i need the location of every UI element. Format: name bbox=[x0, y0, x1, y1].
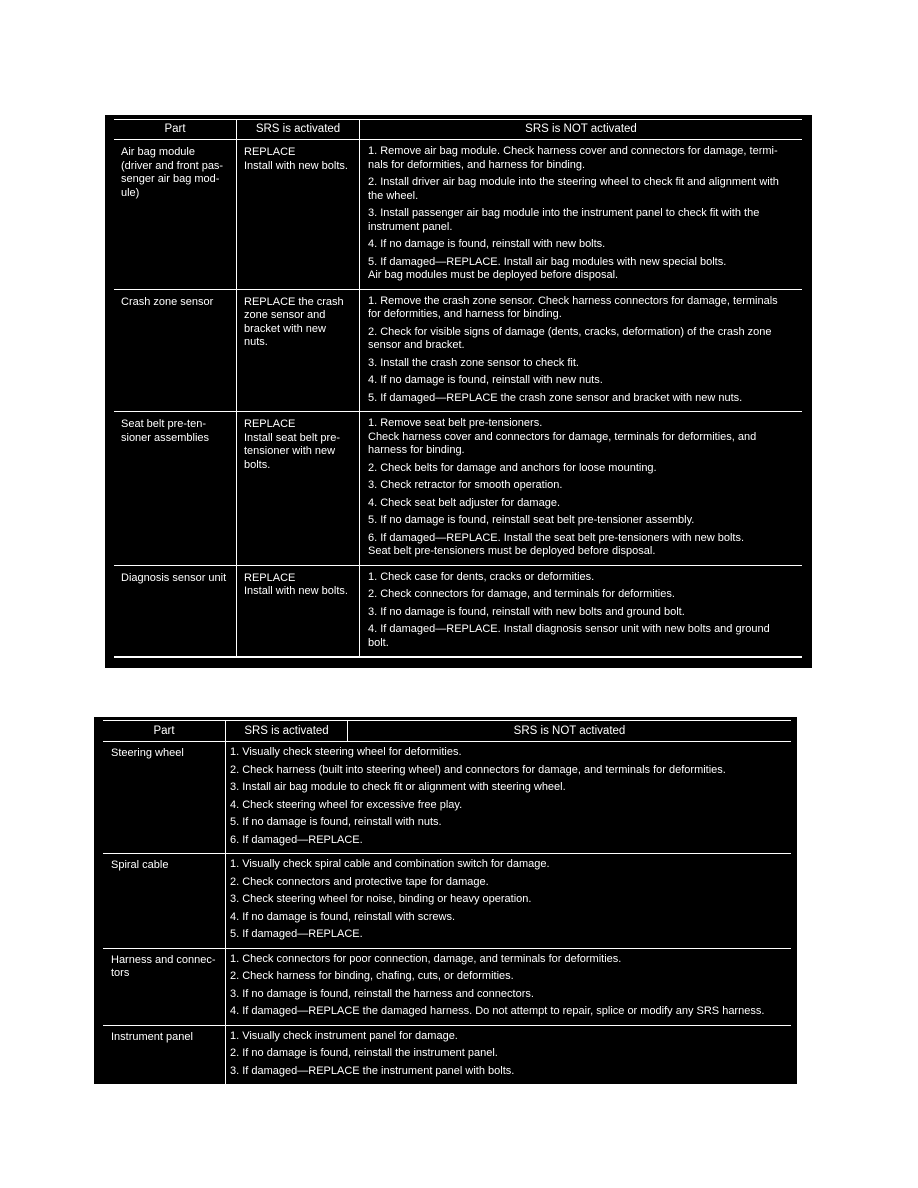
step-item bbox=[230, 952, 791, 970]
step-item bbox=[230, 780, 791, 798]
step-item bbox=[368, 605, 802, 623]
part-cell: Crash zone sensor bbox=[114, 289, 237, 412]
step-item bbox=[230, 745, 791, 763]
step-text: 5. If no damage is found, reinstall with nuts. bbox=[230, 816, 442, 828]
step-item bbox=[368, 513, 802, 531]
srs-activated-cell: REPLACE Install with new bolts. bbox=[237, 140, 360, 290]
table-row bbox=[114, 289, 802, 412]
srs-not-activated-cell bbox=[360, 565, 803, 657]
part-cell: Instrument panel bbox=[103, 1025, 226, 1085]
step-text: 1. Check case for dents, cracks or deformities. bbox=[368, 570, 595, 583]
step-text: 3. If damaged—REPLACE the instrument panel with bolts. bbox=[230, 1064, 515, 1077]
table-body bbox=[103, 742, 791, 1086]
table-body bbox=[114, 140, 802, 658]
step-item bbox=[368, 416, 802, 461]
step-text: 4. If damaged—REPLACE the damaged harness. Do not attempt to repair, splice or modify any SRS harness. bbox=[230, 1005, 765, 1017]
srs-activated-cell: REPLACE the crash zone sensor and bracket with new nuts. bbox=[237, 289, 360, 412]
step-text: 5. If damaged—REPLACE. Install air bag modules with new special bolts. Air bag modules must be deployed before disposal. bbox=[368, 255, 727, 281]
step-text: 2. Check harness for binding, chafing, cuts, or deformities. bbox=[230, 970, 514, 982]
step-text: 1. Visually check spiral cable and combination switch for damage. bbox=[230, 858, 550, 870]
step-text: 2. Check connectors and protective tape for damage. bbox=[230, 875, 489, 888]
header-srs-activated: SRS is activated bbox=[237, 120, 360, 140]
inspection-table-2 bbox=[103, 720, 791, 1086]
table-row bbox=[103, 854, 791, 949]
steps-cell bbox=[226, 1025, 792, 1085]
step-text: 6. If damaged—REPLACE. bbox=[230, 833, 363, 846]
step-text: 4. If damaged—REPLACE. Install diagnosis sensor unit with new bolts and ground bolt. bbox=[368, 623, 770, 649]
step-text: 1. Remove the crash zone sensor. Check harness connectors for damage, terminals for deformities, and harness for binding. bbox=[368, 294, 778, 320]
table-row bbox=[114, 140, 802, 290]
table-header-row bbox=[103, 721, 791, 742]
steps-cell bbox=[226, 742, 792, 854]
srs-not-activated-cell bbox=[360, 412, 803, 566]
step-item bbox=[230, 833, 791, 851]
step-text: 4. If no damage is found, reinstall with new bolts. bbox=[368, 238, 606, 250]
step-item bbox=[368, 478, 802, 496]
step-text: 3. Install air bag module to check fit or alignment with steering wheel. bbox=[230, 781, 566, 793]
srs-table-steering-components bbox=[94, 717, 797, 1084]
step-text: 4. Check seat belt adjuster for damage. bbox=[368, 496, 560, 509]
step-item bbox=[230, 875, 791, 893]
step-item bbox=[230, 798, 791, 816]
step-list bbox=[230, 745, 791, 850]
step-text: 3. If no damage is found, reinstall the harness and connectors. bbox=[230, 987, 534, 1000]
step-text: 3. If no damage is found, reinstall with new bolts and ground bolt. bbox=[368, 605, 685, 618]
step-item bbox=[368, 373, 802, 391]
step-text: 3. Install the crash zone sensor to check fit. bbox=[368, 356, 579, 369]
step-item bbox=[368, 531, 802, 562]
step-text: 4. If no damage is found, reinstall with screws. bbox=[230, 910, 455, 923]
step-item bbox=[230, 1004, 791, 1022]
srs-activated-cell: REPLACE Install with new bolts. bbox=[237, 565, 360, 657]
table-row bbox=[103, 742, 791, 854]
table-row bbox=[103, 1025, 791, 1085]
part-cell: Harness and connec- tors bbox=[103, 948, 226, 1025]
step-item bbox=[368, 356, 802, 374]
step-text: 1. Visually check steering wheel for deformities. bbox=[230, 746, 462, 758]
step-list bbox=[368, 570, 802, 654]
step-item bbox=[230, 857, 791, 875]
step-text: 4. If no damage is found, reinstall with new nuts. bbox=[368, 374, 603, 386]
steps-cell bbox=[226, 948, 792, 1025]
step-text: 1. Check connectors for poor connection, damage, and terminals for deformities. bbox=[230, 952, 622, 965]
step-list bbox=[368, 294, 802, 409]
step-text: 1. Remove air bag module. Check harness cover and connectors for damage, termi- nals for deformities, and harness for binding. bbox=[368, 145, 778, 171]
table-header-row bbox=[114, 120, 802, 140]
step-list bbox=[230, 1029, 791, 1082]
part-cell: Air bag module (driver and front pas- senger air bag mod- ule) bbox=[114, 140, 237, 290]
step-item bbox=[368, 461, 802, 479]
step-text: 5. If damaged—REPLACE the crash zone sensor and bracket with new nuts. bbox=[368, 391, 743, 404]
header-srs-activated: SRS is activated bbox=[226, 721, 348, 742]
step-text: 5. If no damage is found, reinstall seat belt pre-tensioner assembly. bbox=[368, 514, 695, 526]
step-text: 2. If no damage is found, reinstall the instrument panel. bbox=[230, 1047, 498, 1059]
step-text: 2. Check connectors for damage, and terminals for deformities. bbox=[368, 588, 675, 600]
steps-cell bbox=[226, 854, 792, 949]
srs-not-activated-cell bbox=[360, 140, 803, 290]
part-cell: Steering wheel bbox=[103, 742, 226, 854]
srs-not-activated-cell bbox=[360, 289, 803, 412]
step-item bbox=[230, 892, 791, 910]
step-item bbox=[368, 294, 802, 325]
table-row bbox=[103, 948, 791, 1025]
step-item bbox=[368, 570, 802, 588]
step-text: 3. Install passenger air bag module into the instrument panel to check fit with the instrument panel. bbox=[368, 207, 760, 233]
header-srs-not-activated: SRS is NOT activated bbox=[348, 721, 792, 742]
step-item bbox=[230, 1029, 791, 1047]
part-cell: Diagnosis sensor unit bbox=[114, 565, 237, 657]
header-srs-not-activated: SRS is NOT activated bbox=[360, 120, 803, 140]
step-text: 2. Check for visible signs of damage (dents, cracks, deformation) of the crash zone sensor and bracket. bbox=[368, 325, 772, 351]
step-item bbox=[368, 325, 802, 356]
table-row bbox=[114, 412, 802, 566]
step-item bbox=[230, 1046, 791, 1064]
table-row bbox=[114, 565, 802, 657]
step-list bbox=[368, 416, 802, 562]
step-item bbox=[368, 144, 802, 175]
step-list bbox=[230, 952, 791, 1022]
step-item bbox=[230, 927, 791, 945]
step-list bbox=[230, 857, 791, 945]
srs-table-front-components bbox=[105, 115, 812, 668]
step-text: 3. Check steering wheel for noise, binding or heavy operation. bbox=[230, 893, 532, 905]
step-item bbox=[368, 237, 802, 255]
part-cell: Seat belt pre-ten- sioner assemblies bbox=[114, 412, 237, 566]
step-item bbox=[368, 587, 802, 605]
step-item bbox=[368, 175, 802, 206]
step-item bbox=[368, 391, 802, 409]
step-item bbox=[230, 763, 791, 781]
step-text: 5. If damaged—REPLACE. bbox=[230, 928, 363, 940]
srs-activated-cell: REPLACE Install seat belt pre- tensioner with new bolts. bbox=[237, 412, 360, 566]
step-item bbox=[230, 815, 791, 833]
step-list bbox=[368, 144, 802, 286]
step-item bbox=[368, 255, 802, 286]
step-text: 1. Visually check instrument panel for damage. bbox=[230, 1029, 458, 1042]
step-text: 1. Remove seat belt pre-tensioners. Check harness cover and connectors for damage, terminals for deformities, and harness for binding. bbox=[368, 417, 757, 456]
header-part: Part bbox=[114, 120, 237, 140]
step-text: 2. Check harness (built into steering wheel) and connectors for damage, and terminals for deformities. bbox=[230, 763, 726, 776]
header-part: Part bbox=[103, 721, 226, 742]
step-text: 4. Check steering wheel for excessive free play. bbox=[230, 798, 463, 811]
step-item bbox=[368, 496, 802, 514]
step-item bbox=[368, 622, 802, 653]
step-item bbox=[230, 1064, 791, 1082]
part-cell: Spiral cable bbox=[103, 854, 226, 949]
step-text: 6. If damaged—REPLACE. Install the seat belt pre-tensioners with new bolts. Seat belt pre-tensioners must be deployed before disposal. bbox=[368, 531, 745, 557]
step-item bbox=[368, 206, 802, 237]
step-item bbox=[230, 969, 791, 987]
step-text: 2. Install driver air bag module into the steering wheel to check fit and alignment with the wheel. bbox=[368, 176, 779, 202]
step-text: 3. Check retractor for smooth operation. bbox=[368, 479, 563, 491]
step-item bbox=[230, 987, 791, 1005]
inspection-table-1 bbox=[114, 119, 802, 658]
step-text: 2. Check belts for damage and anchors for loose mounting. bbox=[368, 461, 657, 474]
step-item bbox=[230, 910, 791, 928]
